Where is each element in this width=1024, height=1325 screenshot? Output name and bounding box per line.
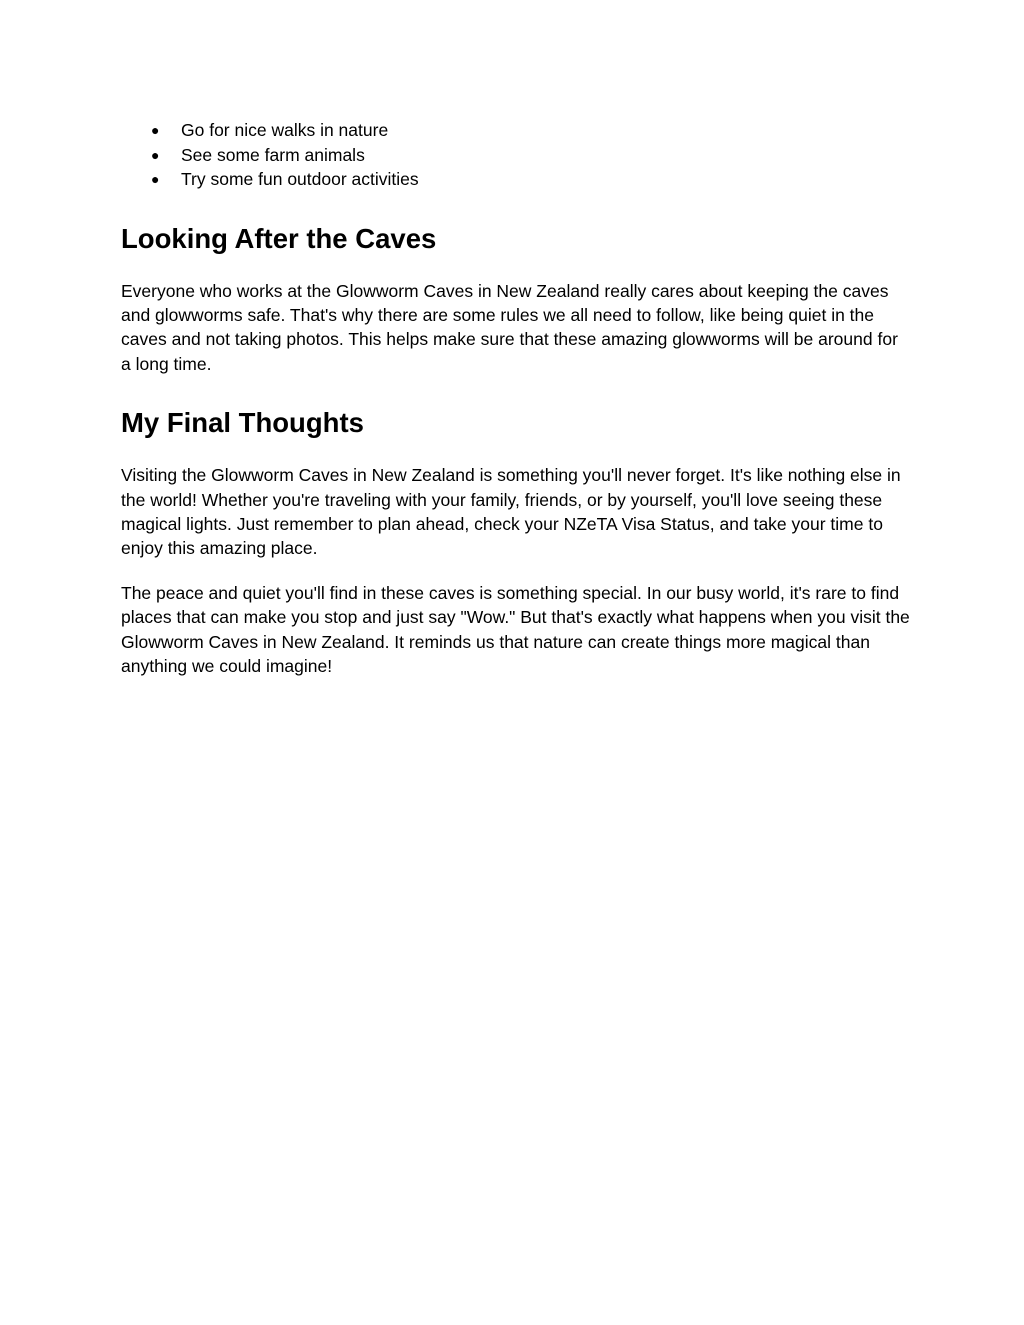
bullet-icon: ● [151,146,160,163]
activity-list [121,118,911,192]
bullet-icon: ● [151,122,160,138]
bullet-icon: ● [151,171,160,187]
section-heading-final-thoughts: My Final Thoughts [121,407,364,439]
list-item-text: Try some fun outdoor activities [181,169,419,189]
list-item-text: Go for nice walks in nature [181,120,389,140]
final-thoughts-paragraph-2: The peace and quiet you'll find in these caves is something special. In our busy world, it's rare to find places that can make you stop and just say "Wow." But that's exactly what happens when you visit the Glowworm Caves in New Zealand. It reminds us that nature can create things more magical than anything we could imagine! [121,582,910,676]
list-item [121,143,911,168]
section-heading-caves: Looking After the Caves [121,222,437,254]
document-body [121,118,911,678]
final-thoughts-paragraph-1: Visiting the Glowworm Caves in New Zealand is something you'll never forget. It's like nothing else in the world! Whether you're traveling with your family, friends, or by yourself, you'll love seeing these magical lights. Just remember to plan ahead, check your NZeTA Visa Status, and take your time to enjoy this amazing place. [121,465,901,559]
list-item-text: See some farm animals [181,144,365,165]
list-item [121,167,911,192]
caves-paragraph: Everyone who works at the Glowworm Caves in New Zealand really cares about keeping the caves and glowworms safe. That's why there are some rules we all need to follow, like being quiet in the caves and not taking photos. This helps make sure that these amazing glowworms will be around for a long time. [121,280,898,374]
list-item [121,118,911,143]
